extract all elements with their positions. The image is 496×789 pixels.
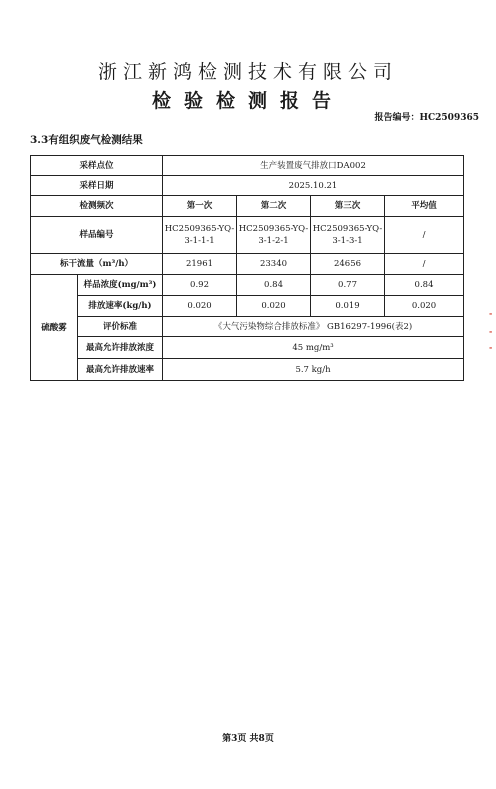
sample-no-average: / — [385, 217, 464, 254]
table-row — [31, 296, 464, 317]
table-row — [31, 156, 464, 176]
flow-value-1: 21961 — [163, 254, 237, 275]
standard-label: 评价标准 — [78, 317, 163, 337]
concentration-value-1: 0.92 — [163, 275, 237, 296]
concentration-value-2: 0.84 — [237, 275, 311, 296]
flow-value-3: 24656 — [311, 254, 385, 275]
table-row — [31, 359, 464, 381]
table-row — [31, 337, 464, 359]
emission-rate-value-3: 0.019 — [311, 296, 385, 317]
table-row — [31, 275, 464, 296]
report-number: 报告编号：HC2509365 — [374, 113, 479, 123]
table-row — [31, 176, 464, 196]
run-3-header: 第三次 — [311, 196, 385, 217]
standard-value: 《大气污染物综合排放标准》 GB16297-1996(表2) — [163, 317, 464, 337]
emission-rate-average: 0.020 — [385, 296, 464, 317]
emission-rate-label: 排放速率(kg/h) — [78, 296, 163, 317]
average-header: 平均值 — [385, 196, 464, 217]
report-title: 检验检测报告 — [151, 90, 344, 112]
max-rate-label: 最高允许排放速率 — [78, 359, 163, 381]
page-number: 第3页 共8页 — [222, 734, 274, 744]
table-row — [31, 317, 464, 337]
sampling-date-value: 2025.10.21 — [163, 176, 464, 196]
max-concentration-value: 45 mg/m³ — [163, 337, 464, 359]
sample-no-label: 样品编号 — [31, 217, 163, 254]
exhaust-gas-results-table — [30, 155, 464, 381]
concentration-value-3: 0.77 — [311, 275, 385, 296]
seal-edge-mark: - — [489, 308, 493, 318]
table-row — [31, 217, 464, 254]
max-rate-value: 5.7 kg/h — [163, 359, 464, 381]
emission-rate-value-2: 0.020 — [237, 296, 311, 317]
seal-edge-mark: - — [489, 342, 493, 352]
sampling-point-value: 生产装置废气排放口DA002 — [163, 156, 464, 176]
table-row — [31, 196, 464, 217]
run-1-header: 第一次 — [163, 196, 237, 217]
company-name: 浙江新鸿检测技术有限公司 — [97, 61, 398, 83]
emission-rate-value-1: 0.020 — [163, 296, 237, 317]
max-concentration-label: 最高允许排放浓度 — [78, 337, 163, 359]
flow-average: / — [385, 254, 464, 275]
table-row — [31, 254, 464, 275]
concentration-average: 0.84 — [385, 275, 464, 296]
flow-label: 标干流量（m³/h） — [31, 254, 163, 275]
run-2-header: 第二次 — [237, 196, 311, 217]
concentration-label: 样品浓度(mg/m³) — [78, 275, 163, 296]
sample-no-2: HC2509365-YQ-3-1-2-1 — [237, 217, 311, 254]
sample-no-1: HC2509365-YQ-3-1-1-1 — [163, 217, 237, 254]
seal-edge-mark: - — [489, 326, 493, 336]
frequency-label: 检测频次 — [31, 196, 163, 217]
sampling-date-label: 采样日期 — [31, 176, 163, 196]
sampling-point-label: 采样点位 — [31, 156, 163, 176]
section-title: 3.3有组织废气检测结果 — [30, 134, 143, 146]
sample-no-3: HC2509365-YQ-3-1-3-1 — [311, 217, 385, 254]
pollutant-name: 硫酸雾 — [31, 275, 78, 381]
flow-value-2: 23340 — [237, 254, 311, 275]
